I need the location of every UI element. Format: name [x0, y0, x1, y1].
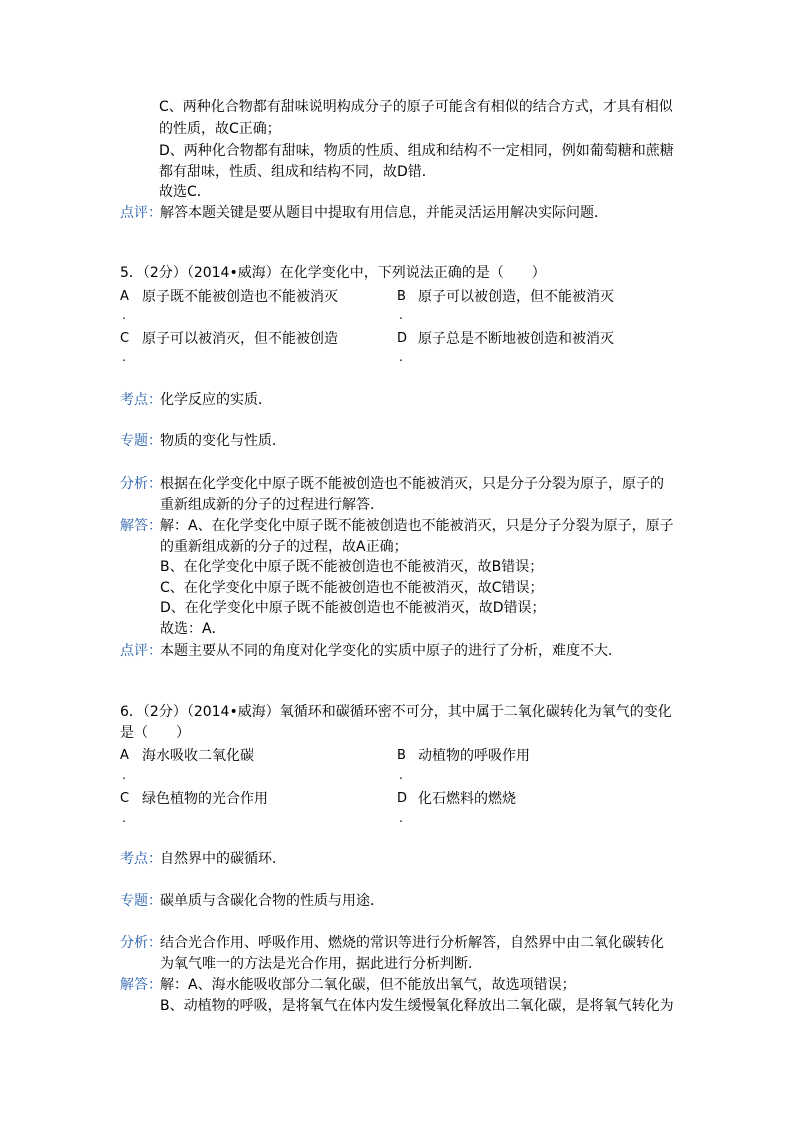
q6-jieda-line2: B、动植物的呼吸，是将氧气在体内发生缓慢氧化释放出二氧化碳，是将氧气转化为 [160, 998, 674, 1014]
q6-jieda-line1: 解：A、海水能吸收部分二氧化碳，但不能放出氧气，故选项错误； [160, 977, 576, 993]
q6-kaodian: 自然界中的碳循环． [160, 851, 286, 867]
q5-jieda-line3: B、在化学变化中原子既不能被创造也不能被消灭，故B错误； [160, 559, 544, 575]
q5-jieda-line2: 的重新组成新的分子的过程，故A正确； [160, 539, 408, 555]
q5-option-a-dot: . [122, 308, 126, 322]
q6-option-c-letter: C [120, 791, 130, 806]
q5-option-d-dot: . [399, 350, 403, 364]
q6-kaodian-tag: 考点： [120, 851, 162, 867]
q5-option-c-letter: C [120, 331, 130, 346]
q4-comment: 解答本题关键是要从题目中提取有用信息，并能灵活运用解决实际问题． [160, 205, 608, 221]
q6-zhuanti: 碳单质与含碳化合物的性质与用途． [160, 893, 384, 909]
q5-kaodian-tag: 考点： [120, 392, 162, 408]
q6-option-a-text: 海水吸收二氧化碳 [142, 748, 254, 764]
q5-jieda-tag: 解答： [120, 518, 162, 534]
q5-dianping-tag: 点评： [120, 643, 162, 659]
q5-option-b-text: 原子可以被创造，但不能被消灭 [418, 289, 614, 305]
q6-option-d-letter: D [397, 791, 408, 806]
q6-option-c-dot: . [122, 811, 126, 825]
q4-choice: 故选C． [159, 184, 211, 200]
q6-fenxi-line2: 为氧气唯一的方法是光合作用，据此进行分析判断． [160, 956, 482, 972]
q6-option-a-letter: A [120, 748, 129, 763]
q6-option-b-dot: . [399, 768, 403, 782]
q6-option-c-text: 绿色植物的光合作用 [142, 791, 268, 807]
q5-option-c-text: 原子可以被消灭，但不能被创造 [142, 331, 338, 347]
q5-stem: 5．（2分）（2014•威海）在化学变化中，下列说法正确的是（ ） [120, 265, 546, 281]
q5-zhuanti-tag: 专题： [120, 433, 162, 449]
q6-fenxi-line1: 结合光合作用、呼吸作用、燃烧的常识等进行分析解答，自然界中由二氧化碳转化 [160, 935, 664, 951]
q5-option-c-dot: . [122, 350, 126, 364]
q5-option-a-text: 原子既不能被创造也不能被消灭 [142, 289, 338, 305]
q5-fenxi-tag: 分析： [120, 476, 162, 492]
q4-option-c-explanation-line1: C、两种化合物都有甜味说明构成分子的原子可能含有相似的结合方式，才具有相似 [159, 99, 673, 115]
q6-stem-line1: 6．（2分）（2014•威海）氧循环和碳循环密不可分，其中属于二氧化碳转化为氧气的变化 [120, 704, 672, 720]
q5-option-d-text: 原子总是不断地被创造和被消灭 [418, 331, 614, 347]
q5-option-b-dot: . [399, 308, 403, 322]
q6-option-a-dot: . [122, 768, 126, 782]
q5-jieda-line5: D、在化学变化中原子既不能被创造也不能被消灭，故D错误； [160, 600, 546, 616]
q5-zhuanti: 物质的变化与性质． [160, 433, 286, 449]
q5-jieda-line6: 故选：A． [160, 621, 226, 637]
q4-option-d-explanation-line1: D、两种化合物都有甜味，物质的性质、组成和结构不一定相同，例如葡萄糖和蔗糖 [159, 143, 674, 159]
q4-comment-tag: 点评： [120, 205, 162, 221]
q5-jieda-line1: 解：A、在化学变化中原子既不能被创造也不能被消灭，只是分子分裂为原子，原子 [160, 518, 674, 534]
q5-jieda-line4: C、在化学变化中原子既不能被创造也不能被消灭，故C错误； [160, 580, 544, 596]
q6-zhuanti-tag: 专题： [120, 893, 162, 909]
q5-fenxi-line2: 重新组成新的分子的过程进行解答． [160, 497, 384, 513]
q5-option-a-letter: A [120, 289, 129, 304]
q6-option-d-dot: . [399, 811, 403, 825]
q6-jieda-tag: 解答： [120, 977, 162, 993]
q6-stem-line2: 是（ ） [120, 725, 190, 741]
q5-fenxi-line1: 根据在化学变化中原子既不能被创造也不能被消灭，只是分子分裂为原子，原子的 [160, 476, 664, 492]
q5-option-b-letter: B [397, 289, 406, 304]
q4-option-c-explanation-line2: 的性质，故C正确； [159, 121, 281, 137]
q5-option-d-letter: D [397, 331, 408, 346]
q4-option-d-explanation-line2: 都有甜味，性质、组成和结构不同，故D错． [159, 164, 436, 180]
q5-kaodian: 化学反应的实质． [160, 392, 272, 408]
q5-dianping: 本题主要从不同的角度对化学变化的实质中原子的进行了分析，难度不大． [160, 643, 622, 659]
q6-option-b-letter: B [397, 748, 406, 763]
q6-fenxi-tag: 分析： [120, 935, 162, 951]
q6-option-b-text: 动植物的呼吸作用 [418, 748, 530, 764]
q6-option-d-text: 化石燃料的燃烧 [418, 791, 516, 807]
